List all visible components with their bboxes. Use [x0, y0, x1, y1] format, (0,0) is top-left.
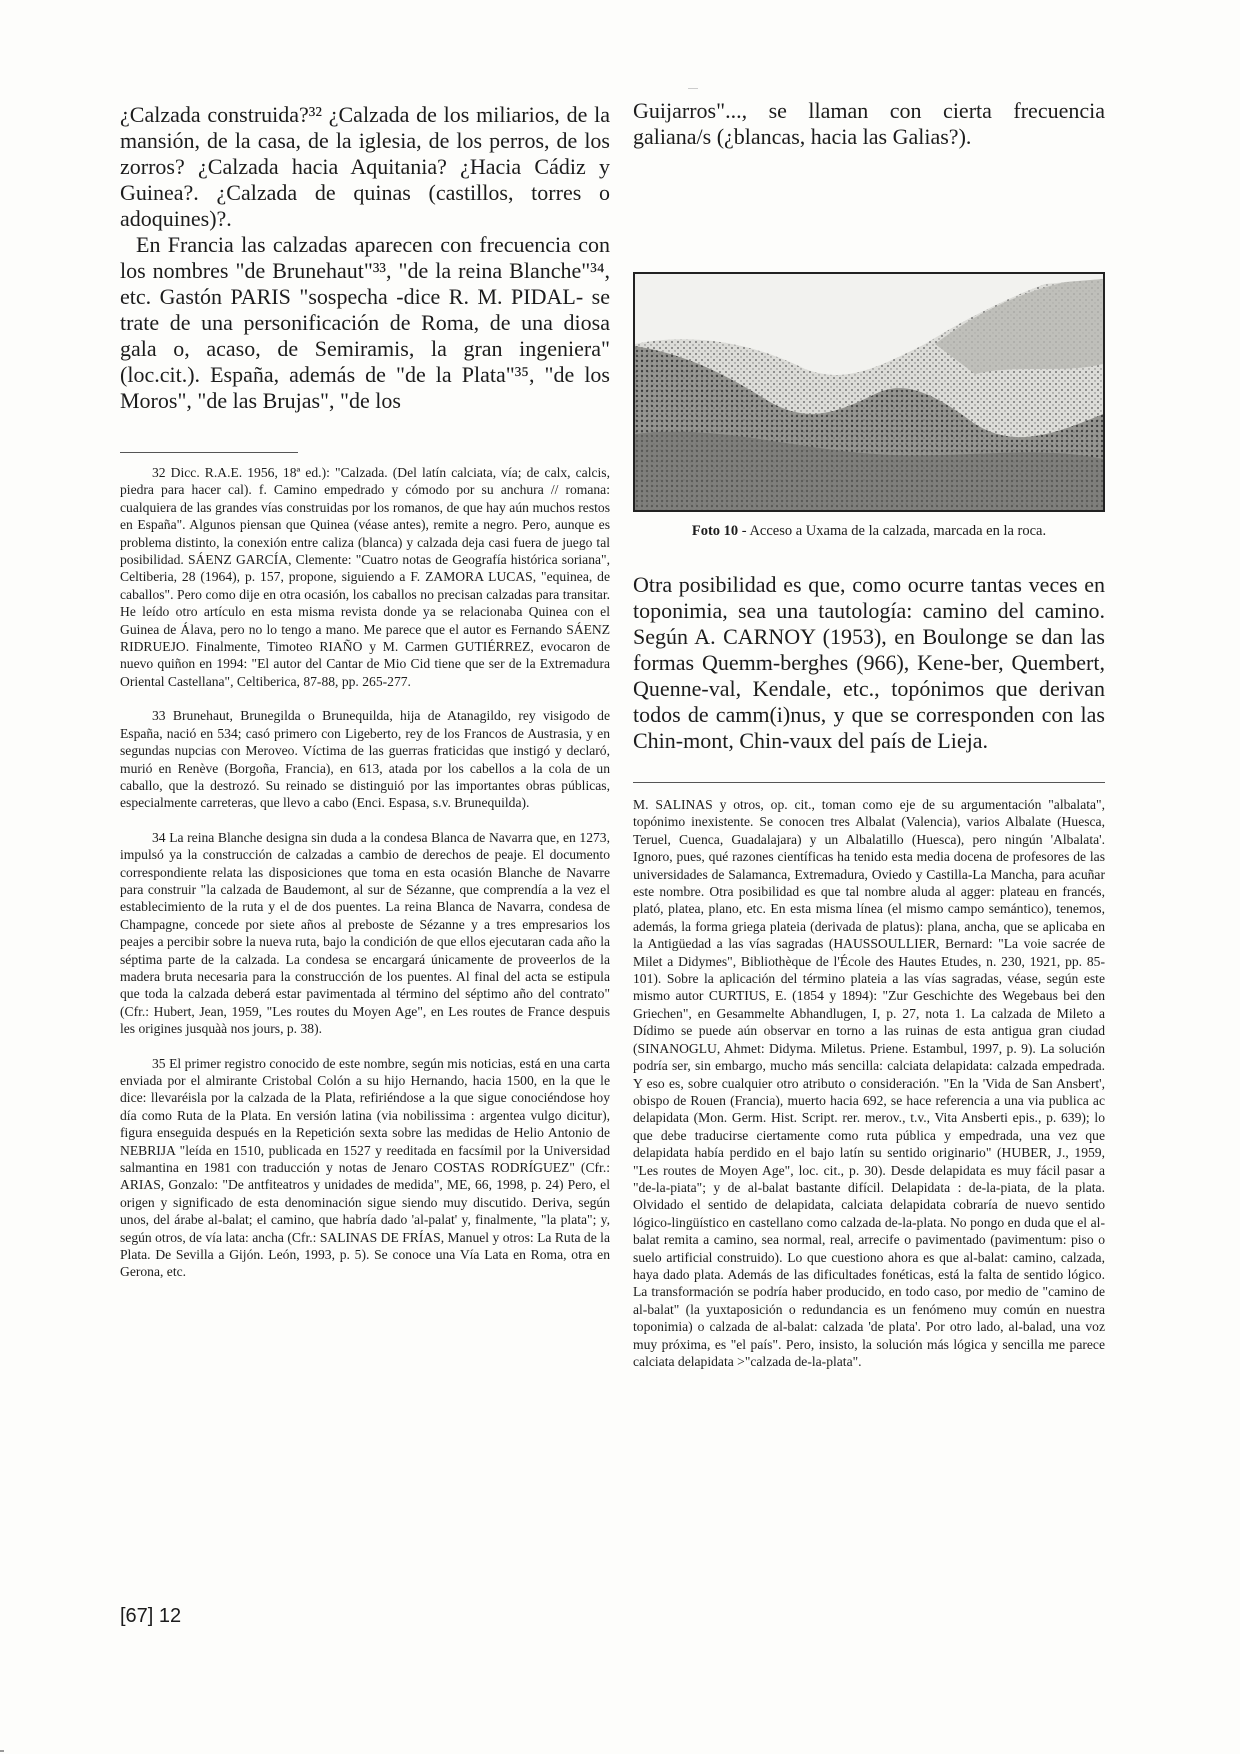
photo-caption: [633, 523, 1105, 540]
paragraph-francia: En Francia las calzadas aparecen con frecuencia con los nombres "de Brunehaut"³³, "de la reina Blanche"³⁴, etc. Gastón PARIS "sospecha -dice R. M. PIDAL- se trate de una personificación de Roma, de una diosa gala o, acaso, de Semiramis, la gran ingeniera" (loc.cit.). España, además de "de la Plata"³⁵, "de los Moros", "de las Brujas", "de los: [120, 232, 610, 413]
footnote-32: 32 Dicc. R.A.E. 1956, 18ª ed.): "Calzada. (Del latín calciata, vía; de calx, calcis, piedra para hacer cal). f. Camino empedrado y cómodo por su anchura // romana: cualquiera de las grandes vías construidas por los romanos, de que hay aún muchos restos en España". Algunos piensan que Quinea (véase antes), remite a negro. Pero, aunque es problema distinto, la conexión entre caliza (blanca) y calzada deja casi fuera de juego tal posibilidad. SÁENZ GARCÍA, Clemente: "Cuatro notas de Geografía histórica soriana", Celtiberia, 28 (1964), p. 157, propone, siguiendo a F. ZAMORA LUCAS, "equinea, de caballos". Pero como dije en otra ocasión, los caballos no precisan calzadas para transitar. He leído otro artículo en esta misma revista donde ya se relacionaba Quinea con el Guinea de Álava, pero no lo tengo a mano. Me parece que el autor es Fernando SÁENZ RIDRUEJO. Finalmente, Timoteo RIAÑO y M. Carmen GUTIÉRREZ, evocaron de nuevo quiñon en 1994: "El autor del Cantar de Mio Cid tiene que ser de la Extremadura Oriental Castellana", Celtiberica, 87-88, pp. 265-277.: [120, 465, 610, 689]
footnote-continuation: M. SALINAS y otros, op. cit., toman como eje de su argumentación "albalata", topónimo inexistente. Se conocen tres Albalat (Valencia), varios Albalate (Huesca, Teruel, Cuenca, Guadalajara) y un Albalatillo (Huesca), pero ningún 'Albalata'. Ignoro, pues, qué razones científicas ha tenido esta media docena de profesores de las universidades de Salamanca, Extremadura, Oviedo y Castilla-La Mancha, para acuñar este nombre. Otra posibilidad es que tal nombre aluda al agger: plateau en francés, plató, platea, plano, etc. En esta misma línea (el mismo campo semántico), tenemos, además, la forma griega plateia (derivada de platus): plana, ancha, que se aplicaba en la Antigüedad a las vías sagradas (HAUSSOULLIER, Bernard: "La voie sacrée de Milet a Didymes", Bibliothèque de l'École des Hautes Etudes, n. 230, 1921, pp. 85-101). Sobre la aplicación del término plateia a las vías sagradas, véase, según este mismo autor CURTIUS, E. (1854 y 1894): "Zur Geschichte des Wegebaus bei den Griechen", en Gesammelte Abhandlugen, I, p. 27, nota 1. La calzada de Mileto a Dídimo se puede aún observar en torno a las ruinas de esta antigua gran ciudad (SINANOGLU, Ahmet: Didyma. Miletus. Priene. Estambul, 1997, p. 9). La solución podría ser, sin embargo, mucho más sencilla: calciata delapidata: calzada empedrada. Y eso es, sobre cualquier otro atributo o consideración. "En la 'Vida de San Ansbert', obispo de Rouen (Francia), muerto hacia 692, se hace referencia a una via publica ac delapidata (Mon. Germ. Hist. Script. rer. merov., t.v., Vita Ansberti epis., p. 639); lo que debe traducirse ciertamente como ruta pública y empedrada, una vez que delapidata había perdido en el bajo latín su sentido originario" (HUBER, J., 1959, "Les routes de Moyen Age", loc. cit., p. 30). Desde delapidata es muy fácil pasar a "de-la-piata"; y de al-balat bastante difícil. Delapidata : de-la-piata, de la plata. Olvidado el sentido de delapidata, calciata delapidata cobraría de nuevo sentido lógico-lingüístico en castellano como calzada de-la-plata. No pongo en duda que el al-balat remita a camino, sea normal, real, arrecife o pavimentado (pavimentum: piso o suelo artificial construido). Lo que cuestiono ahora es que al-balat: camino, calzada, haya dado plata. Además de las dificultades fonéticas, está la falta de sentido lógico. La transformación se podría haber producido, en todo caso, por medio de "camino de al-balat" (la yuxtaposición o redundancia es un fenómeno muy común en nuestra toponimia) o calzada de al-balat: calzada 'de plata'. Por otro lado, al-balad, una voz muy próxima, es "el país". Pero, insisto, la solución más lógica y sencilla me parece calciata delapidata >"calzada de-la-plata".: [633, 797, 1105, 1369]
footnote-34: 34 La reina Blanche designa sin duda a la condesa Blanca de Navarra que, en 1273, impulsó ya la construcción de calzadas a cambio de derechos de peaje. El documento correspondiente relata las disposiciones que toma en esta ocasión Blanche de Navarre para construir "la calzada de Baudemont, al sur de Sézanne, que comprendía a la vez el establecimiento de la ruta y el de dos puentes. La reina Blanca de Navarra, condesa de Champagne, concede por siete años al preboste de Sézanne y a tres empresarios los peajes a percibir sobre la nueva ruta, bajo la condición de que ellos ejecutaran cada año la séptima parte de la calzada. La condesa se encargará únicamente de proveerlos de la madera bruta necesaria para la construcción de los puentes. Al final del acta se estipula que toda la calzada deberá estar pavimentada al término del séptimo año del contrato" (Cfr.: Hubert, Jean, 1959, "Les routes du Moyen Age", en Les routes de France despuis les origines jusquàà nos jours, p. 38).: [120, 829, 610, 1037]
caption-text: - Acceso a Uxama de la calzada, marcada en la roca.: [738, 523, 1047, 539]
right-footnote-separator: [633, 782, 1105, 783]
footnote-33: 33 Brunehaut, Brunegilda o Brunequilda, hija de Atanagildo, rey visigodo de España, nació en 534; casó primero con Ligeberto, rey de los Francos de Austrasia, y en segundas nupcias con Meroveo. Víctima de las guerras fraticidas que instigó y declaró, murió en Renève (Borgoña, Francia), en 613, atada por los cabellos a la cola de un caballo, que la destrozó. Su reinado se distinguió por las importantes obras públicas, especialmente carreteras, que llevo a cabo (Enci. Espasa, s.v. Brunequilda).: [120, 708, 610, 811]
left-body-text: [120, 102, 610, 414]
landscape-photo-icon: [633, 272, 1105, 512]
paragraph-guijarros: Guijarros"..., se llaman con cierta frecuencia galiana/s (¿blancas, hacia las Galias?).: [633, 98, 1105, 149]
left-footnotes: [120, 464, 610, 1281]
paragraph-tautologia: Otra posibilidad es que, como ocurre tantas veces en toponimia, sea una tautología: camino del camino. Según A. CARNOY (1953), en Boulonge se dan las formas Quemm-berghes (966), Kene-ber, Quembert, Quenne-val, Kendale, etc., topónimos que derivan todos de camm(i)nus, y que se corresponden con las Chin-mont, Chin-vaux del país de Lieja.: [633, 572, 1105, 753]
paragraph-calzada-construida: ¿Calzada construida?³² ¿Calzada de los miliarios, de la mansión, de la casa, de la iglesia, de los perros, de los zorros? ¿Calzada hacia Aquitania? ¿Hacia Cádiz y Guinea?. ¿Calzada de quinas (castillos, torres o adoquines)?.: [120, 102, 610, 231]
caption-label: Foto 10: [691, 523, 739, 539]
scan-mark: [688, 88, 698, 89]
scan-corner-mark: [0, 1750, 4, 1752]
page-number: [67] 12: [120, 1605, 182, 1627]
footnote-35: 35 El primer registro conocido de este nombre, según mis noticias, está en una carta enviada por el almirante Cristobal Colón a su hijo Hernando, hacia 1500, en la que le dice: llevaréisla por la calzada de la Plata, refiriéndose a la que sigue conociéndose hoy día como Ruta de la Plata. En versión latina (via nobilissima : argentea vulgo dicitur), figura enseguida después en la Repetición sexta sobre las medidas de Helio Antonio de NEBRIJA "leída en 1510, publicada en 1527 y reeditada en facsímil por la Universidad salmantina en 1981 con traducción y notas de Jenaro COSTAS RODRÍGUEZ" (Cfr.: ARIAS, Gonzalo: "De antfiteatros y unidades de medida", ME, 66, 1998, p. 24) Pero, el origen y significado de esta denominación sigue siendo muy discutido. Deriva, según unos, del árabe al-balat; el camino, que habría dado 'al-palat' y, finalmente, "la plata"; y, según otros, de vía lata: ancha (Cfr.: SALINAS DE FRÍAS, Manuel y otros: La Ruta de la Plata. De Sevilla a Gijón. León, 1993, p. 5). Se conoce una Vía Lata en Roma, otra en Gerona, etc.: [120, 1055, 610, 1280]
footnote-separator: [120, 452, 298, 453]
